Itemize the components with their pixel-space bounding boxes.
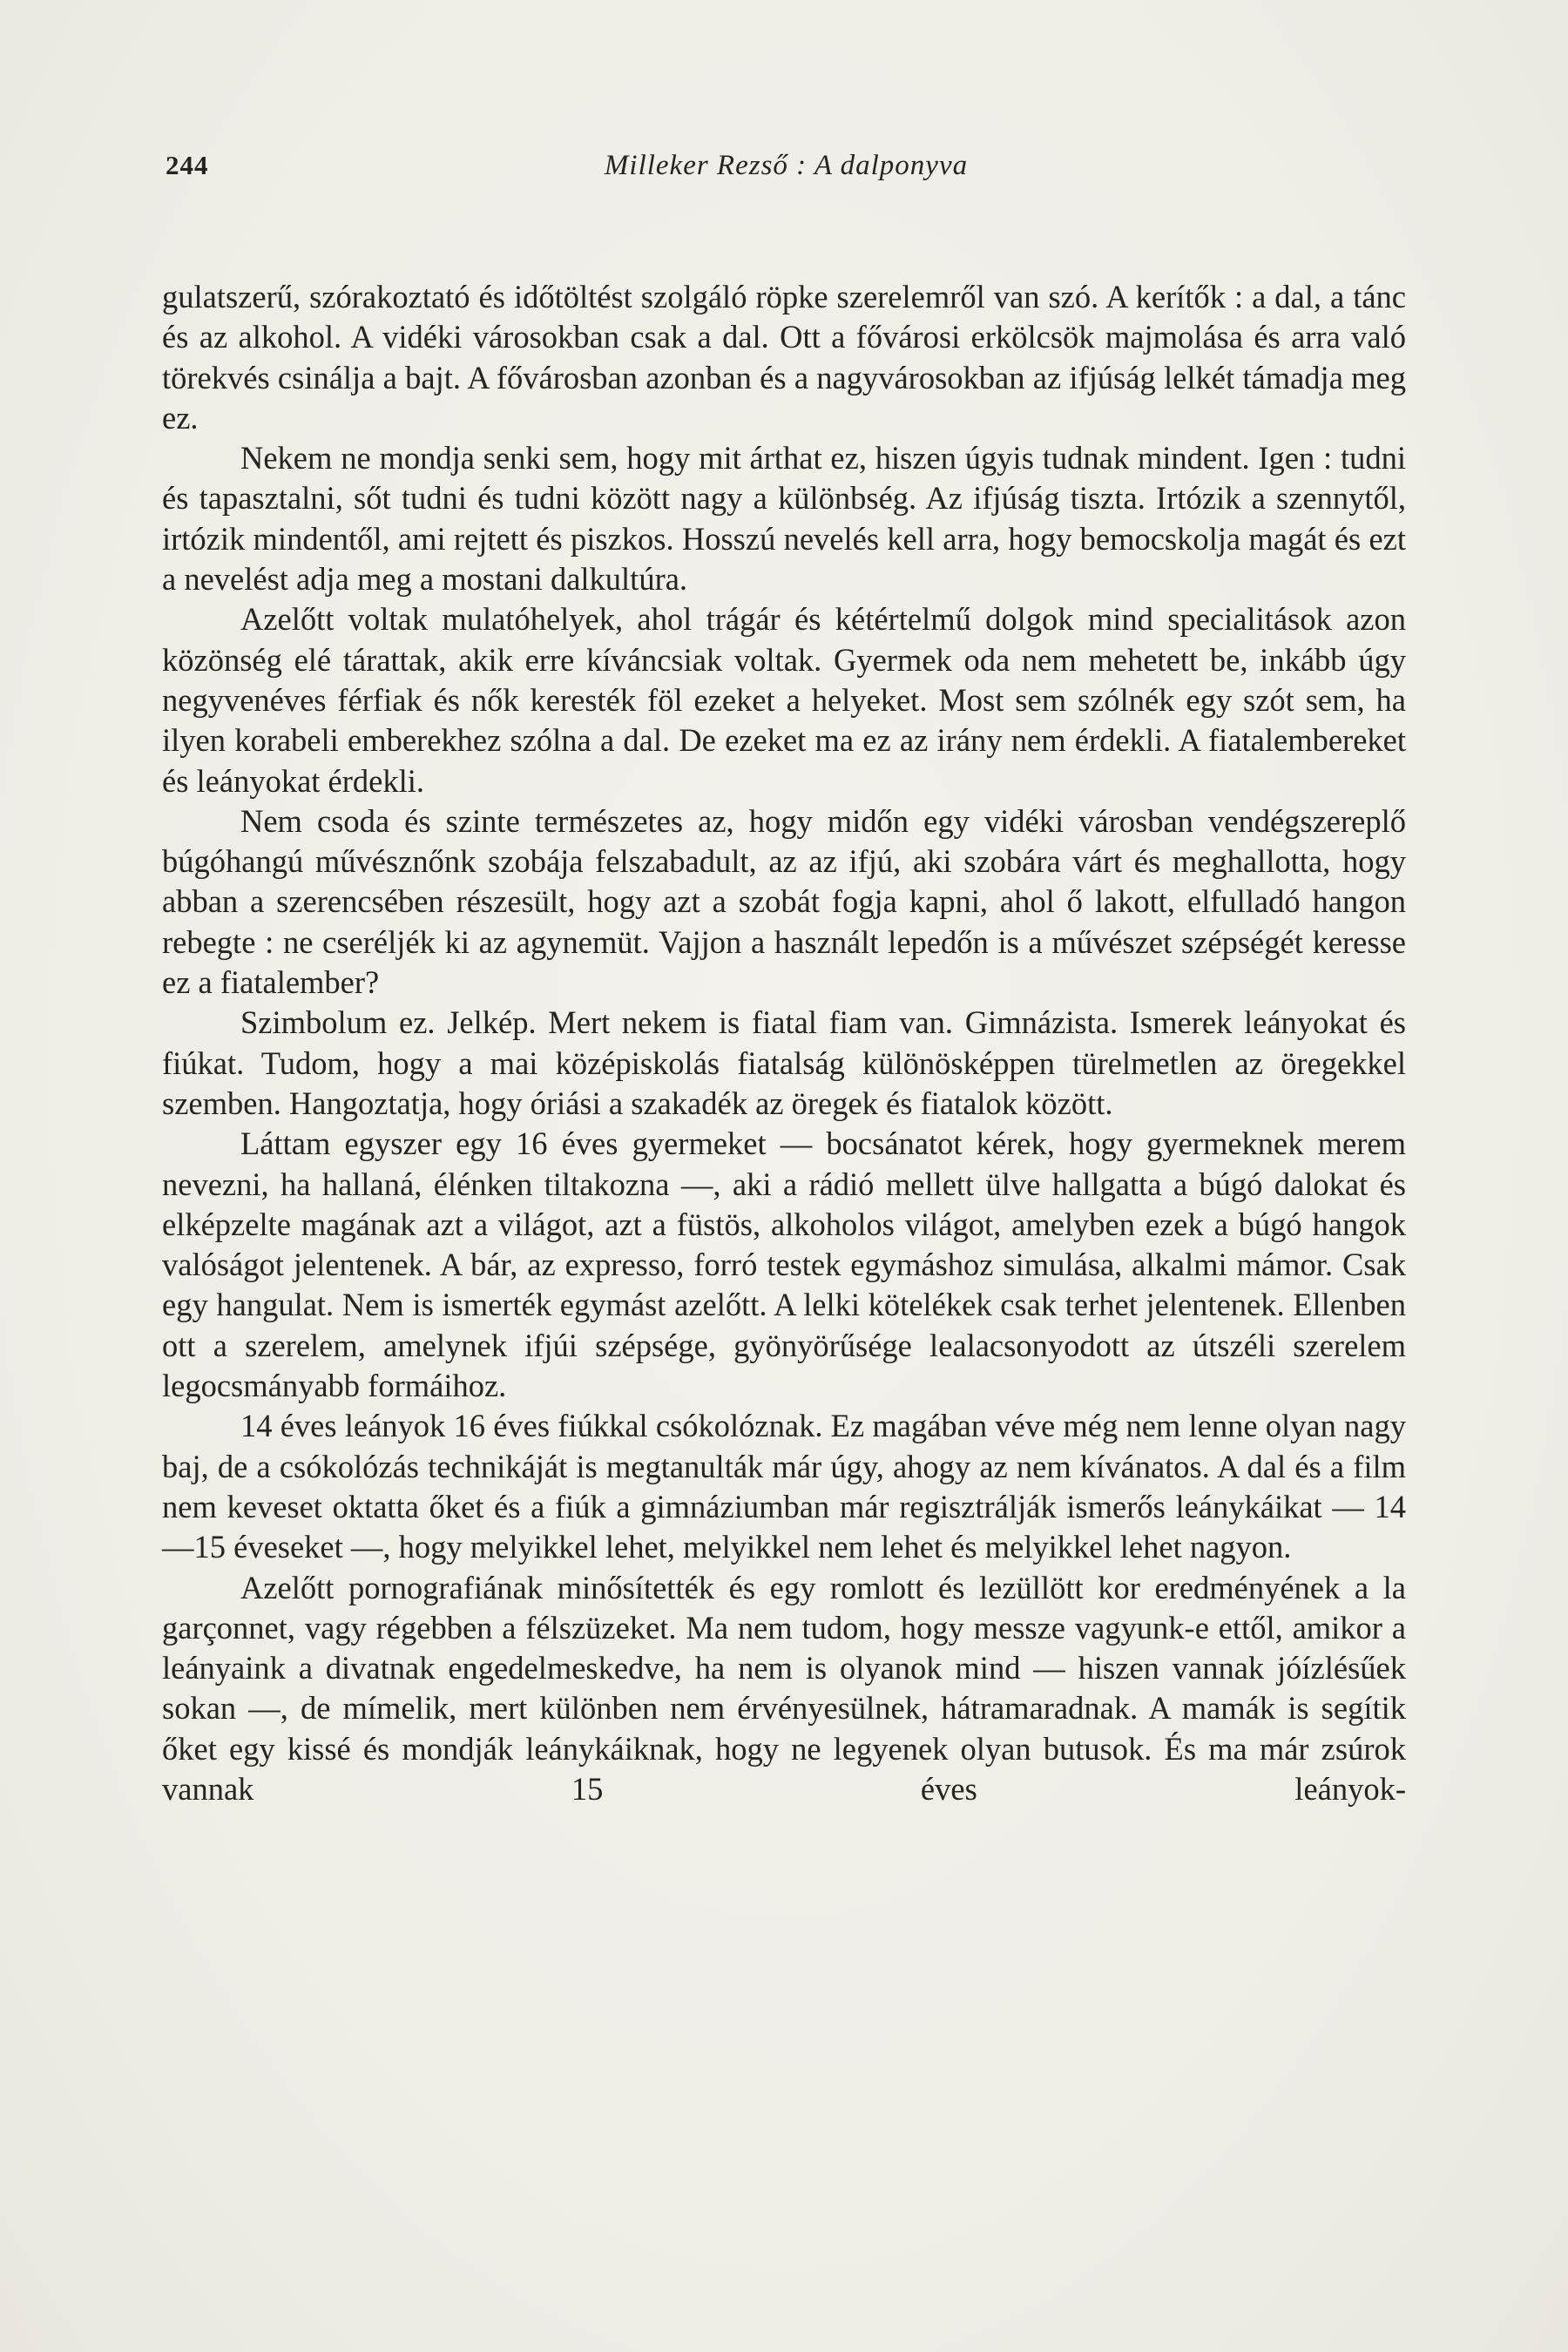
paragraph-5: Szimbolum ez. Jelkép. Mert nekem is fiatal fiam van. Gimnázista. Ismerek leányokat és fiúkat. Tudom, hogy a mai középiskolás fiatalság különösképpen türelmetlen az öregekkel szemben. Hangoztatja, hogy óriási a szakadék az öregek és fiatalok között. [162, 1004, 1406, 1121]
paragraph-8: Azelőtt pornografiának minősítették és egy romlott és lezüllött kor eredményének a la garçonnet, vagy régebben a félszüzeket. Ma nem tudom, hogy messze vagyunk-e ettől, amikor a leányaink a divatnak engedelmeskedve, ha nem is olyanok mind — hiszen vannak jóízlésűek sokan —, de mímelik, mert különben nem érvényesülnek, hátramaradnak. A mamák is segítik őket egy kissé és mondják leánykáiknak, hogy ne legyenek olyan butusok. És ma már zsúrok vannak 15 éves leányok- [162, 1569, 1406, 1807]
paragraph-3: Azelőtt voltak mulatóhelyek, ahol trágár és kétértelmű dolgok mind specialitások azon közönség elé tárattak, akik erre kíváncsiak voltak. Gyermek oda nem mehetett be, inkább úgy negyvenéves férfiak és nők keresték föl ezeket a helyeket. Most sem szólnék egy szót sem, ha ilyen korabeli emberekhez szólna a dal. De ezeket ma ez az irány nem érdekli. A fiatalembereket és leányokat érdekli. [162, 601, 1406, 799]
running-title: Milleker Rezső : A dalponyva [604, 150, 969, 181]
paragraph-6: Láttam egyszer egy 16 éves gyermeket — bocsánatot kérek, hogy gyermeknek merem nevezni, ha hallaná, élénken tiltakozna —, aki a rádió mellett ülve hallgatta a búgó dalokat és elképzelte magának azt a világot, azt a füstös, alkoholos világot, amelyben ezek a búgó hangok valóságot jelentenek. A bár, az expresso, forró testek egymáshoz simulása, alkalmi mámor. Csak egy hangulat. Nem is ismerték egymást azelőtt. A lelki kötelékek csak terhet jelentenek. Ellenben ott a szerelem, amelynek ifjúi szépsége, gyönyörűsége lealacsonyodott az útszéli szerelem legocsmányabb formáihoz. [162, 1125, 1406, 1404]
paragraph-2: Nekem ne mondja senki sem, hogy mit árthat ez, hiszen úgyis tudnak mindent. Igen : tudni és tapasztalni, sőt tudni és tudni között nagy a különbség. Az ifjúság tiszta. Irtózik a szennytől, irtózik mindentől, ami rejtett és piszkos. Hosszú nevelés kell arra, hogy bemocskolja magát és ezt a nevelést adja meg a mostani dalkultúra. [162, 440, 1406, 598]
page-header [166, 150, 1407, 185]
paragraph-4: Nem csoda és szinte természetes az, hogy midőn egy vidéki városban vendégszereplő búgóhangú művésznőnk szobája felszabadult, az az ifjú, aki szobára várt és meghallotta, hogy abban a szerencsében részesült, hogy azt a szobát fogja kapni, ahol ő lakott, elfulladó hangon rebegte : ne cseréljék ki az agynemüt. Vajjon a használt lepedőn is a művészet szépségét keresse ez a fiatalember? [162, 802, 1406, 1001]
page-number: 244 [166, 150, 209, 180]
paragraph-7: 14 éves leányok 16 éves fiúkkal csókolóznak. Ez magában véve még nem lenne olyan nagy baj, de a csókolózás technikáját is megtanulták már úgy, ahogy az nem kívánatos. A dal és a film nem keveset oktatta őket és a fiúk a gimnáziumban már regisztrálják ismerős leánykáikat — 14—15 éveseket —, hogy melyikkel lehet, melyikkel nem lehet és melyikkel lehet nagyon. [162, 1408, 1406, 1565]
paragraph-1: gulatszerű, szórakoztató és időtöltést szolgáló röpke szerelemről van szó. A kerítők : a dal, a tánc és az alkohol. A vidéki városokban csak a dal. Ott a fővárosi erkölcsök majmolása és arra való törekvés csinálja a bajt. A fővárosban azonban és a nagyvárosokban az ifjúság lelkét támadja meg ez. [162, 279, 1406, 436]
body-text [162, 277, 1406, 1809]
